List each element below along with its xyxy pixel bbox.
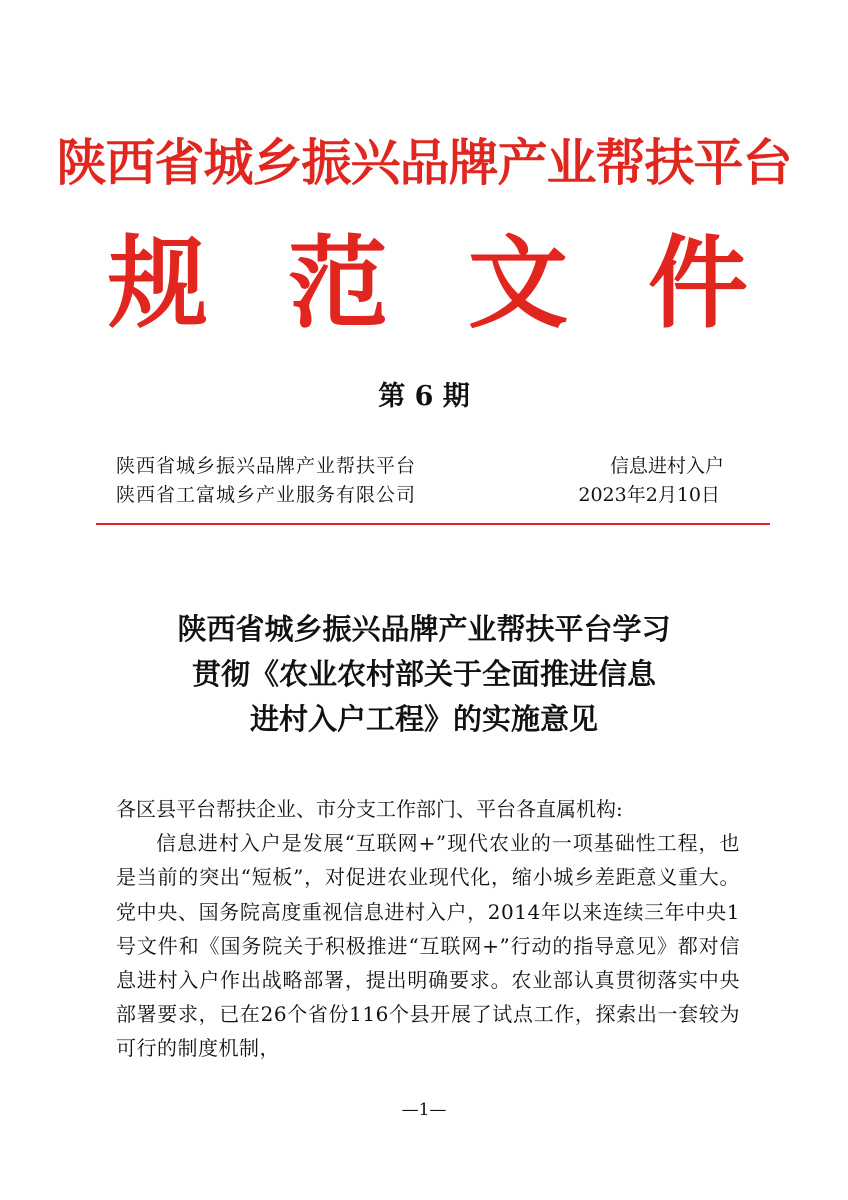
header-doc-type [108,224,748,342]
issuer-secondary: 陕西省工富城乡产业服务有限公司 [116,484,417,506]
meta-row-2 [116,486,736,515]
header-org-title: 陕西省城乡振兴品牌产业帮扶平台 [56,133,792,192]
doc-topic: 信息进村入户 [609,455,724,477]
salutation: 各区县平台帮扶企业、市分支工作部门、平台各直属机构: [116,797,623,821]
document-body [116,792,740,1066]
title-line: 贯彻《农业农村部关于全面推进信息 [191,657,656,691]
doc-type-char: 件 [648,224,748,342]
issuer-primary: 陕西省城乡振兴品牌产业帮扶平台 [116,455,417,477]
doc-type-char: 文 [468,224,568,342]
title-line: 进村入户工程》的实施意见 [249,702,598,736]
doc-type-char: 范 [288,224,388,342]
document-title [0,607,848,742]
body-paragraph: 信息进村入户是发展“互联网+”现代农业的一项基础性工程，也是当前的突出“短板”，对促进农业现代化，缩小城乡差距意义重大。党中央、国务院高度重视信息进村入户，2014年以来连续三年中央1号文件和《国务院关于积极推进“互联网+”行动的指导意见》都对信息进村入户作出战略部署，提出明确要求。农业部认真贯彻落实中央部署要求，已在26个省份116个县开展了试点工作，探索出一套较为可行的制度机制， [116,831,740,1061]
doc-type-char: 规 [108,224,208,342]
title-line: 陕西省城乡振兴品牌产业帮扶平台学习 [177,612,671,646]
meta-block [116,457,736,515]
red-divider [96,523,770,525]
meta-row-1 [116,457,736,486]
page-number: —1— [401,1100,447,1120]
issue-number: 第 6 期 [378,381,470,412]
doc-date: 2023年2月10日 [578,484,720,506]
